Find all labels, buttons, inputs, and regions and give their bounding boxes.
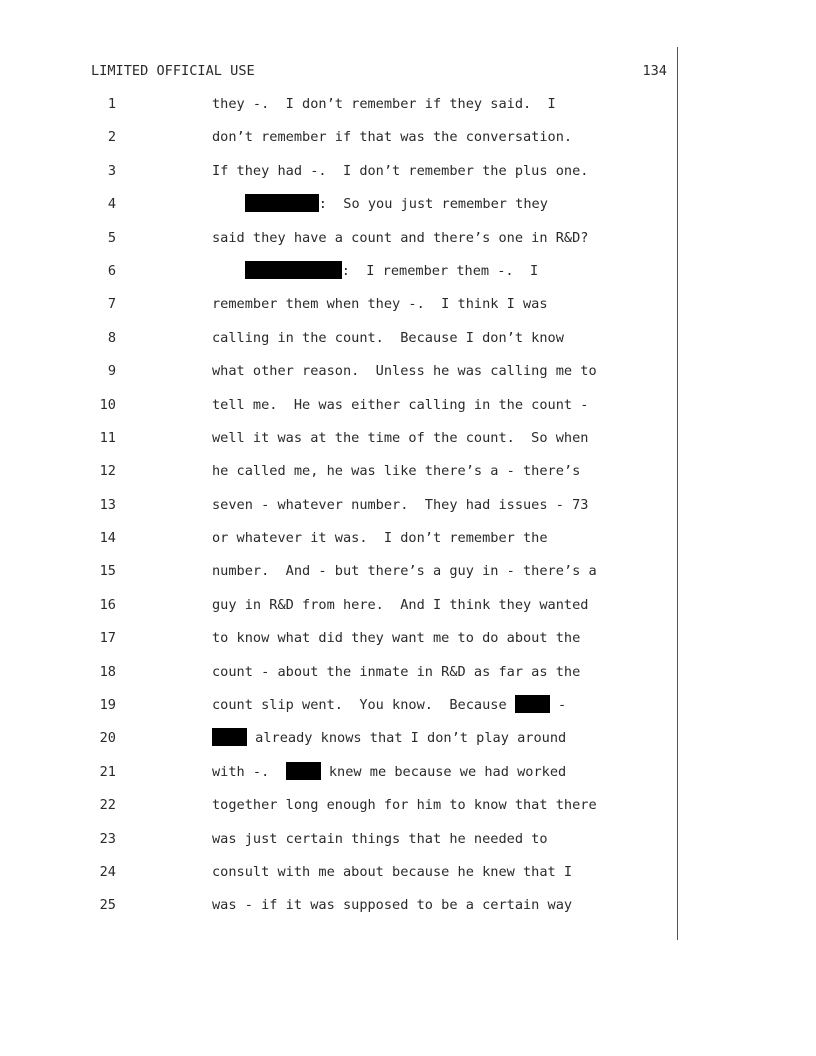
line-text-segment: was just certain things that he needed to xyxy=(212,830,548,847)
line-text-segment: : I remember them -. I xyxy=(341,262,539,279)
line-number: 14 xyxy=(99,530,116,547)
line-number: 4 xyxy=(107,196,116,213)
line-number: 12 xyxy=(99,463,116,480)
line-text xyxy=(212,127,572,147)
transcript-line xyxy=(0,361,816,394)
line-text-segment: said they have a count and there’s one in R&D? xyxy=(212,229,589,246)
line-text xyxy=(212,294,548,314)
line-number: 15 xyxy=(99,563,116,580)
transcript-line xyxy=(0,561,816,594)
line-text-segment: If they had -. I don’t remember the plus one. xyxy=(212,162,589,179)
line-number: 20 xyxy=(99,730,116,747)
redaction-block xyxy=(286,762,321,780)
line-text xyxy=(212,628,580,648)
line-number: 9 xyxy=(107,363,116,380)
transcript-line xyxy=(0,628,816,661)
line-text-segment: calling in the count. Because I don’t know xyxy=(212,329,564,346)
line-number: 2 xyxy=(107,129,116,146)
line-text xyxy=(212,228,588,248)
line-number: 22 xyxy=(99,797,116,814)
line-text xyxy=(212,395,588,415)
line-number: 5 xyxy=(107,229,116,246)
line-text-segment: to know what did they want me to do about the xyxy=(212,630,581,647)
line-text xyxy=(212,428,588,448)
line-text xyxy=(212,328,564,348)
line-number: 6 xyxy=(107,262,116,279)
line-text xyxy=(212,361,597,381)
line-text xyxy=(212,829,548,849)
line-text xyxy=(212,895,572,915)
line-number: 8 xyxy=(107,329,116,346)
redaction-block xyxy=(515,695,550,713)
transcript-line xyxy=(0,728,816,761)
line-number: 19 xyxy=(99,697,116,714)
line-text xyxy=(212,862,572,882)
line-number: 11 xyxy=(99,429,116,446)
transcript-line xyxy=(0,495,816,528)
transcript-line xyxy=(0,94,816,127)
line-text xyxy=(212,595,588,615)
line-text-segment: already knows that I don’t play around xyxy=(247,730,567,747)
page-number: 134 xyxy=(642,63,667,79)
transcript-line xyxy=(0,862,816,895)
line-text-segment: well it was at the time of the count. So when xyxy=(212,429,589,446)
line-text-segment: knew me because we had worked xyxy=(320,763,567,780)
transcript-line xyxy=(0,161,816,194)
line-text-segment xyxy=(212,263,245,279)
line-number: 23 xyxy=(99,830,116,847)
transcript-line xyxy=(0,294,816,327)
line-text-segment: with -. xyxy=(212,763,286,780)
line-text-segment: they -. I don’t remember if they said. I xyxy=(212,96,556,112)
line-text-segment: together long enough for him to know that there xyxy=(212,797,597,814)
line-text xyxy=(212,728,566,748)
transcript-line xyxy=(0,662,816,695)
line-text xyxy=(212,261,538,281)
line-number: 21 xyxy=(99,763,116,780)
line-text-segment: consult with me about because he knew that I xyxy=(212,863,573,880)
transcript-line xyxy=(0,428,816,461)
line-text xyxy=(212,495,588,515)
line-text xyxy=(212,161,588,181)
line-text-segment: remember them when they -. I think I was xyxy=(212,296,548,313)
line-text xyxy=(212,795,597,815)
transcript-line xyxy=(0,328,816,361)
transcript-line xyxy=(0,528,816,561)
redaction-block xyxy=(212,728,247,746)
line-number: 13 xyxy=(99,496,116,513)
line-number: 10 xyxy=(99,396,116,413)
line-text-segment: : So you just remember they xyxy=(318,196,548,213)
transcript-lines xyxy=(0,94,816,929)
line-text-segment: tell me. He was either calling in the count - xyxy=(212,396,589,413)
line-text-segment: - xyxy=(549,697,567,714)
line-number: 1 xyxy=(107,96,116,112)
transcript-line xyxy=(0,695,816,728)
line-text-segment: or whatever it was. I don’t remember the xyxy=(212,530,548,547)
transcript-line xyxy=(0,595,816,628)
transcript-line xyxy=(0,395,816,428)
transcript-line xyxy=(0,762,816,795)
transcript-line xyxy=(0,127,816,160)
line-text xyxy=(212,194,548,214)
line-text-segment: guy in R&D from here. And I think they wanted xyxy=(212,596,589,613)
line-number: 25 xyxy=(99,897,116,914)
line-text-segment: he called me, he was like there’s a - there’s xyxy=(212,463,581,480)
line-text-segment: count - about the inmate in R&D as far as the xyxy=(212,663,581,680)
line-text-segment: number. And - but there’s a guy in - there’s a xyxy=(212,563,597,580)
line-number: 18 xyxy=(99,663,116,680)
line-text xyxy=(212,528,548,548)
line-text-segment: count slip went. You know. Because xyxy=(212,697,515,714)
line-text xyxy=(212,561,597,581)
line-text-segment: don’t remember if that was the conversation. xyxy=(212,129,573,146)
transcript-line xyxy=(0,261,816,294)
line-number: 3 xyxy=(107,162,116,179)
transcript-line xyxy=(0,194,816,227)
line-text-segment: seven - whatever number. They had issues - 73 xyxy=(212,496,589,513)
line-number: 16 xyxy=(99,596,116,613)
line-text xyxy=(212,461,580,481)
line-text-segment: was - if it was supposed to be a certain way xyxy=(212,897,573,914)
classification-label: LIMITED OFFICIAL USE xyxy=(91,63,255,79)
line-text-segment xyxy=(212,196,245,212)
redaction-block xyxy=(245,261,342,279)
transcript-line xyxy=(0,895,816,928)
line-text xyxy=(212,695,566,715)
line-number: 7 xyxy=(107,296,116,313)
transcript-line xyxy=(0,795,816,828)
redaction-block xyxy=(245,194,319,212)
page-header xyxy=(91,61,667,81)
line-number: 24 xyxy=(99,863,116,880)
transcript-line xyxy=(0,829,816,862)
line-text xyxy=(212,662,580,682)
line-text xyxy=(212,762,566,782)
transcript-line xyxy=(0,461,816,494)
transcript-line xyxy=(0,228,816,261)
line-number: 17 xyxy=(99,630,116,647)
line-text xyxy=(212,94,556,114)
line-text-segment: what other reason. Unless he was calling me to xyxy=(212,363,597,380)
